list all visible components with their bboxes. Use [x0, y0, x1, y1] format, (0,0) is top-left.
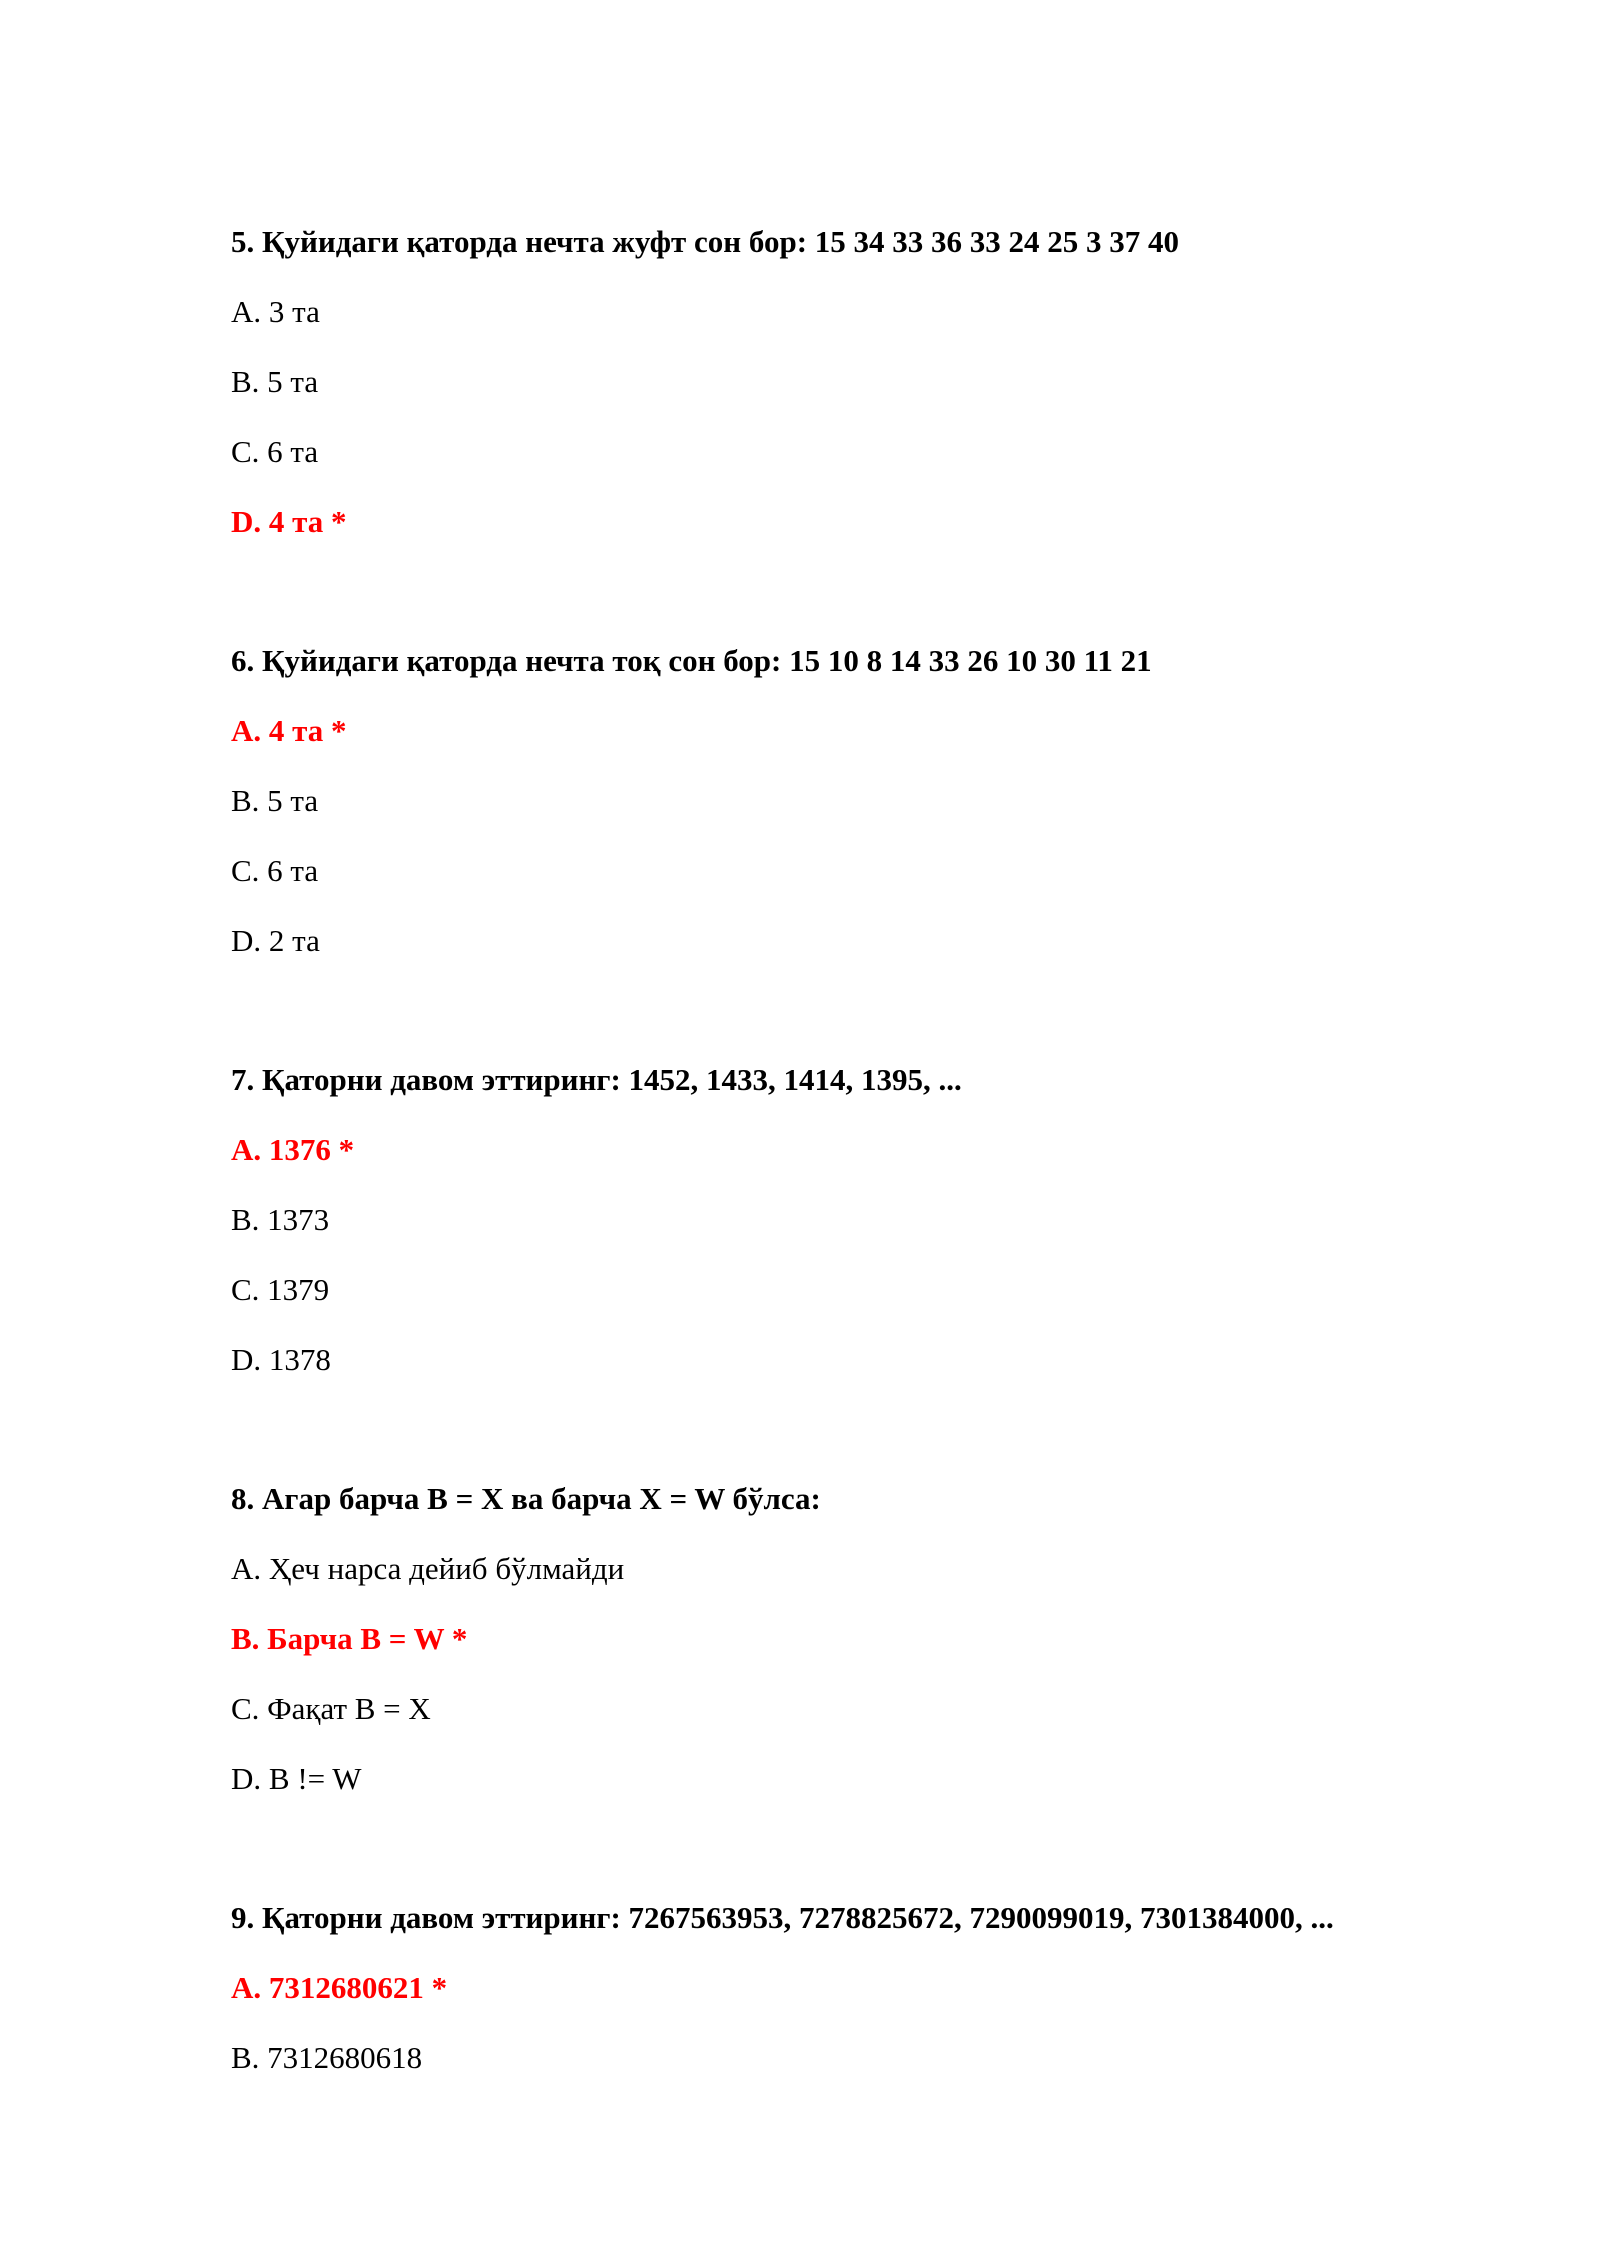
question-5 — [231, 222, 1531, 542]
option-c: C. Фақат B = X — [231, 1691, 431, 1726]
option-b-correct: B. Барча B = W * — [231, 1621, 468, 1656]
option-c: C. 1379 — [231, 1272, 330, 1307]
option-b: B. 5 та — [231, 364, 319, 399]
option-a-correct: A. 1376 * — [231, 1132, 355, 1167]
option-b: B. 5 та — [231, 783, 319, 818]
question-7 — [231, 1060, 1531, 1380]
question-text: 8. Агар барча B = X ва барча X = W бўлса: — [231, 1481, 821, 1516]
question-6 — [231, 641, 1531, 961]
question-text: 5. Қуйидаги қаторда нечта жуфт сон бор: 15 34 33 36 33 24 25 3 37 40 — [231, 224, 1180, 259]
option-a: A. 3 та — [231, 294, 320, 329]
option-a-correct: A. 7312680621 * — [231, 1970, 448, 2005]
question-text: 9. Қаторни давом эттиринг: 7267563953, 7278825672, 7290099019, 7301384000, ... — [231, 1900, 1334, 1935]
question-text: 7. Қаторни давом эттиринг: 1452, 1433, 1414, 1395, ... — [231, 1062, 962, 1097]
option-d: D. B != W — [231, 1761, 362, 1796]
option-a-correct: A. 4 та * — [231, 713, 347, 748]
option-a: A. Ҳеч нарса дейиб бўлмайди — [231, 1551, 625, 1586]
option-c: C. 6 та — [231, 853, 319, 888]
option-d-correct: D. 4 та * — [231, 504, 347, 539]
option-b: B. 7312680618 — [231, 2040, 423, 2075]
question-9 — [231, 1898, 1531, 2078]
option-b: B. 1373 — [231, 1202, 330, 1237]
option-c: C. 6 та — [231, 434, 319, 469]
question-text: 6. Қуйидаги қаторда нечта тоқ сон бор: 15 10 8 14 33 26 10 30 11 21 — [231, 643, 1152, 678]
question-8 — [231, 1479, 1531, 1799]
option-d: D. 2 та — [231, 923, 320, 958]
option-d: D. 1378 — [231, 1342, 331, 1377]
